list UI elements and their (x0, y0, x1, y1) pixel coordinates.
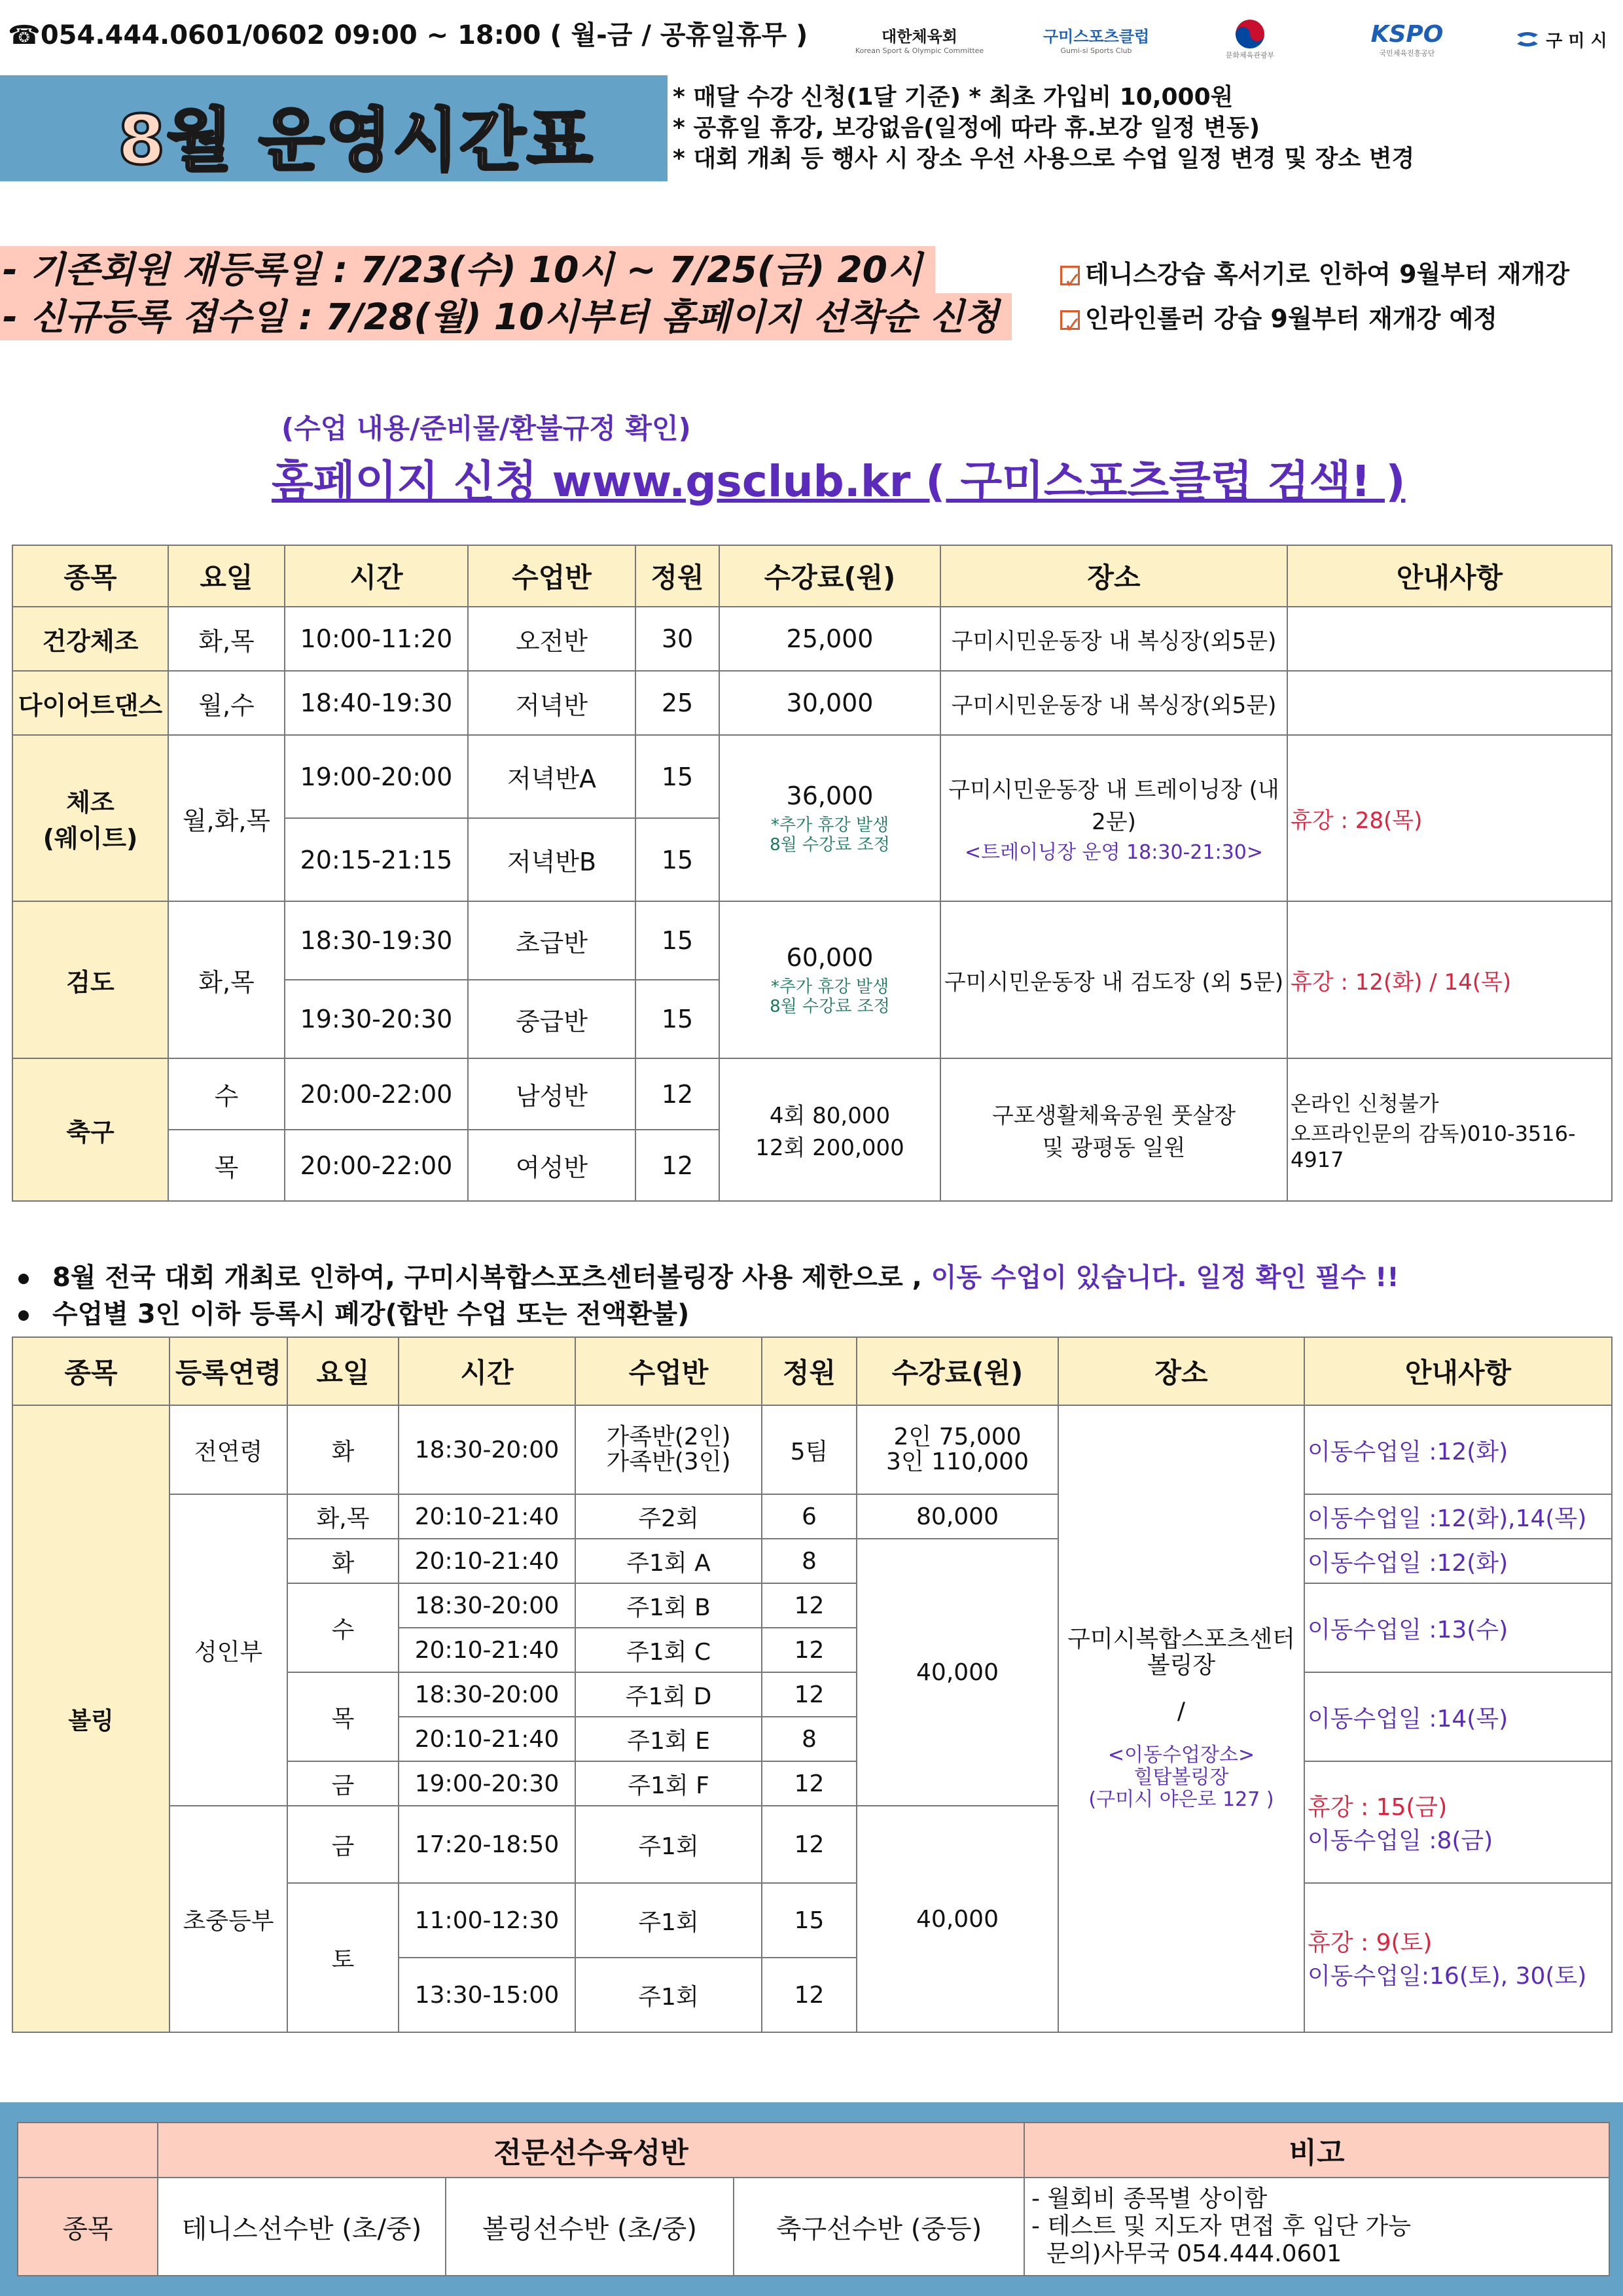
class-cell: 초급반 (468, 901, 635, 980)
capacity-cell: 8 (762, 1717, 857, 1761)
place-cell: 구미시민운동장 내 복싱장(외5문) (940, 607, 1287, 671)
capacity-cell: 15 (635, 901, 719, 980)
note-closure: 휴강 : 15(금) (1308, 1794, 1448, 1821)
fee-value: 2인 75,000 (893, 1424, 1022, 1450)
fee-cell: 80,000 (857, 1494, 1058, 1539)
capacity-cell: 30 (635, 607, 719, 671)
col-header: 수업반 (468, 545, 635, 607)
capacity-cell: 25 (635, 671, 719, 735)
capacity-cell: 12 (762, 1583, 857, 1628)
col-header: 등록연령 (169, 1337, 287, 1405)
table-row (12, 1405, 1612, 1494)
fee-note-line: 8월 수강료 조정 (770, 997, 890, 1016)
elite-program-table (17, 2122, 1610, 2276)
bullet-notice-2 (18, 1293, 689, 1331)
fee-cell: 30,000 (719, 671, 940, 735)
time-cell: 20:10-21:40 (399, 1628, 575, 1672)
group-title: 전문선수육성반 (158, 2123, 1024, 2178)
note-cell (1287, 671, 1612, 735)
day-cell: 화 (287, 1405, 399, 1494)
time-cell: 20:00-22:00 (285, 1130, 468, 1201)
check-item-text: 인라인롤러 강습 9월부터 재개강 예정 (1085, 304, 1497, 333)
remark-line: - 월회비 종목별 상이함 (1031, 2185, 1268, 2212)
capacity-cell: 8 (762, 1539, 857, 1583)
table-row (12, 1058, 1612, 1130)
fee-cell: 40,000 (857, 1539, 1058, 1806)
time-cell: 18:30-20:00 (399, 1405, 575, 1494)
general-notes (673, 82, 1414, 174)
bullet-highlight: 이동 수업이 있습니다. 일정 확인 필수 !! (921, 1263, 1399, 1293)
program-item: 축구선수반 (중등) (734, 2178, 1024, 2276)
sport-cell (12, 735, 168, 901)
capacity-cell: 6 (762, 1494, 857, 1539)
time-cell: 11:00-12:30 (399, 1883, 575, 1958)
sport-cell: 검도 (12, 901, 168, 1058)
time-cell: 20:15-21:15 (285, 818, 468, 901)
schedule-table-1 (12, 545, 1613, 1202)
note-closure: 휴강 : 9(토) (1308, 1929, 1433, 1956)
note-cell: 이동수업일 :14(목) (1304, 1672, 1612, 1761)
class-cell: 여성반 (468, 1130, 635, 1201)
place-name: 구포생활체육공원 풋살장 (991, 1103, 1236, 1129)
existing-member-reregistration: - 기존회원 재등록일 : 7/23(수) 10시 ~ 7/25(금) 20시 (0, 246, 935, 293)
note-cell: 이동수업일 :12(화),14(목) (1304, 1494, 1612, 1539)
remark-line: - 테스트 및 지도자 면접 후 입단 가능 (1031, 2213, 1411, 2240)
kosc-logo (857, 13, 982, 65)
col-header: 장소 (1058, 1337, 1304, 1405)
table-header-row (12, 545, 1612, 607)
remark-title: 비고 (1024, 2123, 1609, 2178)
day-cell: 월,화,목 (168, 735, 285, 901)
day-cell: 화,목 (287, 1494, 399, 1539)
bullet-text: 수업별 3인 이하 등록시 폐강(합반 수업 또는 전액환불) (52, 1299, 690, 1329)
time-cell: 18:30-19:30 (285, 901, 468, 980)
row-label: 종목 (18, 2178, 158, 2276)
day-cell: 목 (168, 1130, 285, 1201)
kspo-logo-name: KSPO (1370, 20, 1444, 48)
blank-header (18, 2123, 158, 2178)
capacity-cell: 12 (635, 1130, 719, 1201)
place-name: 구미시복합스포츠센터 (1067, 1626, 1295, 1653)
capacity-cell: 12 (762, 1628, 857, 1672)
note-line: 온라인 신청불가 (1291, 1091, 1439, 1116)
gsc-logo-name: 구미스포츠클럽 (1043, 27, 1150, 46)
ministry-logo-sub: 문화체육관광부 (1225, 51, 1275, 60)
col-header: 안내사항 (1304, 1337, 1612, 1405)
col-header: 안내사항 (1287, 545, 1612, 607)
day-cell: 화,목 (168, 607, 285, 671)
day-cell: 수 (287, 1583, 399, 1672)
day-cell: 수 (168, 1058, 285, 1130)
day-cell: 화,목 (168, 901, 285, 1058)
sport-subname: (웨이트) (43, 824, 138, 853)
fee-value: 12회 200,000 (755, 1135, 904, 1161)
capacity-cell: 12 (762, 1958, 857, 2032)
col-header: 시간 (285, 545, 468, 607)
time-cell: 13:30-15:00 (399, 1958, 575, 2032)
gumi-sports-club-logo (1034, 13, 1158, 65)
bullet-notice-1 (18, 1257, 1399, 1294)
capacity-cell: 15 (635, 735, 719, 818)
note-line: * 대회 개최 등 행사 시 장소 우선 사용으로 수업 일정 변경 및 장소 변경 (673, 145, 1415, 172)
bullet-icon (18, 1274, 29, 1284)
class-cell: 주1회 (575, 1958, 762, 2032)
class-cell: 주1회 D (575, 1672, 762, 1717)
fee-note-line: *추가 휴강 발생 (770, 816, 889, 835)
capacity-cell: 15 (762, 1883, 857, 1958)
fee-value: 4회 80,000 (769, 1103, 891, 1129)
place-separator: / (1177, 1698, 1186, 1725)
table-header-row (18, 2123, 1609, 2178)
gsc-logo-sub: Gumi-si Sports Club (1060, 46, 1132, 55)
contact-phone-hours: ☎054.444.0601/0602 09:00 ~ 18:00 ( 월-금 / 공휴일휴무 ) (8, 20, 808, 50)
place-cell: 구미시민운동장 내 검도장 (외 5문) (940, 901, 1287, 1058)
note-cell (1304, 1761, 1612, 1883)
sponsor-logos (857, 13, 1616, 65)
class-cell (575, 1405, 762, 1494)
note-line: * 매달 수강 신청(1달 기준) * 최초 가입비 10,000원 (673, 84, 1234, 111)
age-cell: 전연령 (169, 1405, 287, 1494)
alt-place-address: (구미시 야은로 127 ) (1088, 1788, 1274, 1811)
fee-cell: 40,000 (857, 1806, 1058, 2032)
note-move: 이동수업일:16(토), 30(토) (1308, 1963, 1587, 1990)
kspo-logo-sub: 국민체육진흥공단 (1379, 48, 1435, 58)
time-cell: 10:00-11:20 (285, 607, 468, 671)
capacity-cell: 15 (635, 818, 719, 901)
checkbox-icon (1060, 310, 1080, 330)
sport-cell: 볼링 (12, 1405, 169, 2032)
alt-place-name: 힐탑볼링장 (1133, 1766, 1229, 1789)
capacity-cell: 12 (762, 1806, 857, 1883)
day-cell: 금 (287, 1761, 399, 1806)
sport-cell: 건강체조 (12, 607, 168, 671)
capacity-cell: 12 (762, 1761, 857, 1806)
time-cell: 17:20-18:50 (399, 1806, 575, 1883)
class-cell: 주2회 (575, 1494, 762, 1539)
class-cell: 주1회 (575, 1806, 762, 1883)
class-cell: 중급반 (468, 980, 635, 1058)
place-cell: 구미시민운동장 내 복싱장(외5문) (940, 671, 1287, 735)
time-cell: 18:40-19:30 (285, 671, 468, 735)
class-cell: 저녁반B (468, 818, 635, 901)
time-cell: 18:30-20:00 (399, 1583, 575, 1628)
class-cell: 남성반 (468, 1058, 635, 1130)
class-name: 가족반(3인) (606, 1448, 731, 1475)
check-item (1060, 252, 1569, 296)
note-cell: 이동수업일 :13(수) (1304, 1583, 1612, 1672)
taegeuk-icon (1234, 18, 1266, 50)
fee-note-line: 8월 수강료 조정 (770, 835, 890, 855)
place-cell (940, 735, 1287, 901)
table-row (12, 607, 1612, 671)
day-cell: 목 (287, 1672, 399, 1761)
age-cell: 성인부 (169, 1494, 287, 1806)
table-row (12, 735, 1612, 818)
class-cell: 오전반 (468, 607, 635, 671)
day-cell: 토 (287, 1883, 399, 2032)
fee-cell (719, 901, 940, 1058)
day-cell: 화 (287, 1539, 399, 1583)
fee-note (722, 977, 937, 1016)
table-header-row (12, 1337, 1612, 1405)
kosc-logo-sub: Korean Sport & Olympic Committee (855, 46, 984, 55)
sport-cell: 축구 (12, 1058, 168, 1201)
fee-note (722, 816, 937, 855)
fee-value: 60,000 (786, 943, 874, 972)
time-cell: 20:10-21:40 (399, 1539, 575, 1583)
notice-checklist (1060, 252, 1569, 341)
col-header: 정원 (635, 545, 719, 607)
program-item: 볼링선수반 (초/중) (446, 2178, 734, 2276)
ministry-logo (1204, 13, 1296, 65)
fee-value: 36,000 (786, 781, 874, 810)
time-cell: 19:00-20:00 (285, 735, 468, 818)
col-header: 정원 (762, 1337, 857, 1405)
col-header: 수업반 (575, 1337, 762, 1405)
note-cell: 이동수업일 :12(화) (1304, 1405, 1612, 1494)
checkbox-icon (1060, 266, 1080, 285)
capacity-cell: 12 (635, 1058, 719, 1130)
sport-cell: 다이어트댄스 (12, 671, 168, 735)
bowling-schedule-table (12, 1336, 1613, 2033)
class-cell: 저녁반A (468, 735, 635, 818)
time-cell: 18:30-20:00 (399, 1672, 575, 1717)
homepage-subtitle: (수업 내용/준비물/환불규정 확인) (281, 412, 691, 444)
fee-cell (719, 1058, 940, 1201)
check-item-text: 테니스강습 혹서기로 인하여 9월부터 재개강 (1085, 260, 1570, 289)
table-row (12, 901, 1612, 980)
time-cell: 19:00-20:30 (399, 1761, 575, 1806)
capacity-cell: 15 (635, 980, 719, 1058)
fee-value: 3인 110,000 (886, 1448, 1029, 1475)
age-cell: 초중등부 (169, 1806, 287, 2032)
table-row (18, 2178, 1609, 2276)
gumi-city-logo (1505, 13, 1616, 65)
col-header: 장소 (940, 545, 1287, 607)
check-item (1060, 296, 1569, 341)
note-move: 이동수업일 :8(금) (1308, 1827, 1493, 1854)
sport-name: 체조 (66, 788, 115, 817)
alt-place-label: <이동수업장소> (1107, 1744, 1255, 1767)
fee-cell (857, 1405, 1058, 1494)
kosc-logo-name: 대한체육회 (882, 27, 957, 46)
col-header: 수강료(원) (857, 1337, 1058, 1405)
homepage-link[interactable]: 홈페이지 신청 www.gsclub.kr ( 구미스포츠클럽 검색! ) (272, 456, 1406, 507)
time-cell: 20:10-21:40 (399, 1494, 575, 1539)
note-cell (1304, 1883, 1612, 2032)
class-cell: 주1회 A (575, 1539, 762, 1583)
kspo-logo (1342, 13, 1472, 65)
col-header: 시간 (399, 1337, 575, 1405)
place-cell (1058, 1405, 1304, 2032)
fee-note-line: *추가 휴강 발생 (770, 977, 889, 997)
time-cell: 20:00-22:00 (285, 1058, 468, 1130)
capacity-cell: 12 (762, 1672, 857, 1717)
fee-cell: 25,000 (719, 607, 940, 671)
note-cell: 휴강 : 28(목) (1287, 735, 1612, 901)
note-cell (1287, 1058, 1612, 1201)
class-cell: 주1회 (575, 1883, 762, 1958)
class-cell: 주1회 E (575, 1717, 762, 1761)
table-row (12, 671, 1612, 735)
col-header: 수강료(원) (719, 545, 940, 607)
place-note: <트레이닝장 운영 18:30-21:30> (965, 841, 1263, 864)
col-header: 요일 (287, 1337, 399, 1405)
page-title: 8월 운영시간표 (118, 100, 594, 180)
note-cell (1287, 607, 1612, 671)
gumi-city-icon (1514, 29, 1541, 49)
col-header: 종목 (12, 1337, 169, 1405)
note-cell: 이동수업일 :12(화) (1304, 1539, 1612, 1583)
col-header: 종목 (12, 545, 168, 607)
class-cell: 저녁반 (468, 671, 635, 735)
place-name: 구미시민운동장 내 트레이닝장 (내2문) (948, 777, 1279, 835)
class-name: 가족반(2인) (606, 1424, 731, 1450)
day-cell: 금 (287, 1806, 399, 1883)
note-line: 오프라인문의 감독)010-3516-4917 (1291, 1121, 1576, 1172)
col-header: 요일 (168, 545, 285, 607)
time-cell: 19:30-20:30 (285, 980, 468, 1058)
new-registration: - 신규등록 접수일 : 7/28(월) 10시부터 홈페이지 선착순 신청 (0, 293, 1012, 340)
remark-line: 문의)사무국 054.444.0601 (1031, 2240, 1342, 2267)
capacity-cell: 5팀 (762, 1405, 857, 1494)
day-cell: 월,수 (168, 671, 285, 735)
bullet-icon (18, 1310, 29, 1321)
gumi-city-name: 구 미 시 (1546, 31, 1607, 51)
program-item: 테니스선수반 (초/중) (158, 2178, 446, 2276)
place-name: 볼링장 (1147, 1652, 1216, 1679)
note-line: * 공휴일 휴강, 보강없음(일정에 따라 휴.보강 일정 변동) (673, 115, 1260, 141)
time-cell: 20:10-21:40 (399, 1717, 575, 1761)
class-cell: 주1회 C (575, 1628, 762, 1672)
note-cell: 휴강 : 12(화) / 14(목) (1287, 901, 1612, 1058)
bullet-text: 8월 전국 대회 개최로 인하여, 구미시복합스포츠센터볼링장 사용 제한으로 , (52, 1263, 922, 1293)
class-cell: 주1회 F (575, 1761, 762, 1806)
fee-cell (719, 735, 940, 901)
class-cell: 주1회 B (575, 1583, 762, 1628)
table-row (12, 1494, 1612, 1539)
remarks-cell (1024, 2178, 1609, 2276)
place-name: 및 광평동 일원 (1042, 1135, 1186, 1161)
place-cell (940, 1058, 1287, 1201)
